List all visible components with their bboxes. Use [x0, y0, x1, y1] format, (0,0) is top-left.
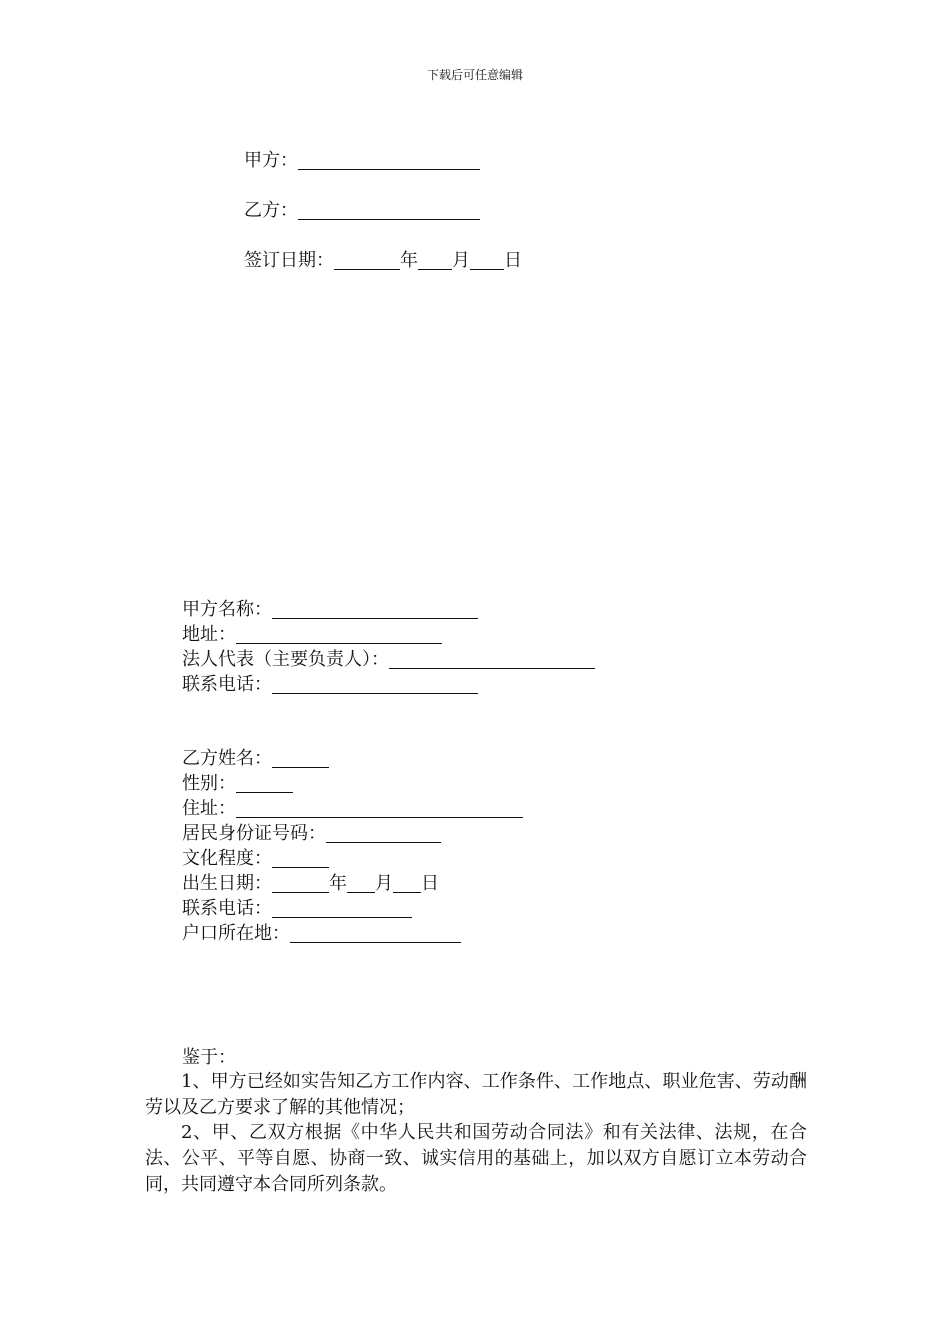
day-blank — [470, 251, 504, 270]
party-a-phone-blank — [272, 675, 478, 694]
birth-date-line — [182, 871, 439, 896]
legal-rep-line — [182, 647, 595, 672]
legal-rep-blank — [389, 650, 595, 669]
party-b-phone-label: 联系电话： — [182, 898, 272, 919]
hukou-label: 户口所在地： — [182, 923, 290, 944]
birth-date-label: 出生日期： — [182, 873, 272, 894]
id-number-label: 居民身份证号码： — [182, 823, 326, 844]
legal-rep-label: 法人代表（主要负责人）： — [182, 649, 389, 670]
month-label: 月 — [452, 250, 470, 271]
party-b-line — [244, 198, 480, 223]
party-b-address-blank — [236, 799, 523, 818]
education-blank — [272, 849, 329, 868]
education-label: 文化程度： — [182, 848, 272, 869]
birth-day-blank — [393, 874, 421, 893]
recitals-heading: 鉴于： — [182, 1047, 236, 1068]
recital-item-1: 1、甲方已经如实告知乙方工作内容、工作条件、工作地点、职业危害、劳动酬劳以及乙方要求了解的其他情况； — [145, 1071, 807, 1118]
party-a-name-label: 甲方名称： — [182, 599, 272, 620]
gender-blank — [236, 774, 293, 793]
party-a-phone-label: 联系电话： — [182, 674, 272, 695]
day-label: 日 — [504, 250, 522, 271]
party-b-phone-line — [182, 896, 412, 921]
birth-year-blank — [272, 874, 329, 893]
party-b-blank — [298, 201, 480, 220]
page-header: 下载后可任意编辑 — [426, 68, 523, 82]
month-blank — [418, 251, 452, 270]
party-a-line — [244, 148, 480, 173]
party-b-address-label: 住址： — [182, 798, 236, 819]
birth-month-blank — [347, 874, 375, 893]
hukou-line — [182, 921, 461, 946]
year-label: 年 — [400, 250, 418, 271]
gender-label: 性别： — [182, 773, 236, 794]
party-b-phone-blank — [272, 899, 412, 918]
recital-item-2: 2、甲、乙双方根据《中华人民共和国劳动合同法》和有关法律、法规，在合法、公平、平等自愿、协商一致、诚实信用的基础上，加以双方自愿订立本劳动合同，共同遵守本合同所列条款。 — [145, 1122, 807, 1195]
party-a-address-label: 地址： — [182, 624, 236, 645]
party-a-label: 甲方： — [244, 150, 298, 171]
party-b-name-line — [182, 746, 329, 771]
id-number-line — [182, 821, 441, 846]
party-a-name-line — [182, 597, 478, 622]
party-a-phone-line — [182, 672, 478, 697]
party-b-label: 乙方： — [244, 200, 298, 221]
education-line — [182, 846, 329, 871]
birth-month-label: 月 — [375, 873, 393, 894]
sign-date-label: 签订日期： — [244, 250, 334, 271]
year-blank — [334, 251, 400, 270]
party-a-address-blank — [236, 625, 442, 644]
party-a-blank — [298, 151, 480, 170]
hukou-blank — [290, 924, 461, 943]
birth-day-label: 日 — [421, 873, 439, 894]
party-a-name-blank — [272, 600, 478, 619]
party-b-address-line — [182, 796, 523, 821]
gender-line — [182, 771, 293, 796]
party-a-address-line — [182, 622, 442, 647]
id-number-blank — [326, 824, 441, 843]
sign-date-line — [244, 248, 522, 273]
birth-year-label: 年 — [329, 873, 347, 894]
party-b-name-label: 乙方姓名： — [182, 748, 272, 769]
party-b-name-blank — [272, 749, 329, 768]
